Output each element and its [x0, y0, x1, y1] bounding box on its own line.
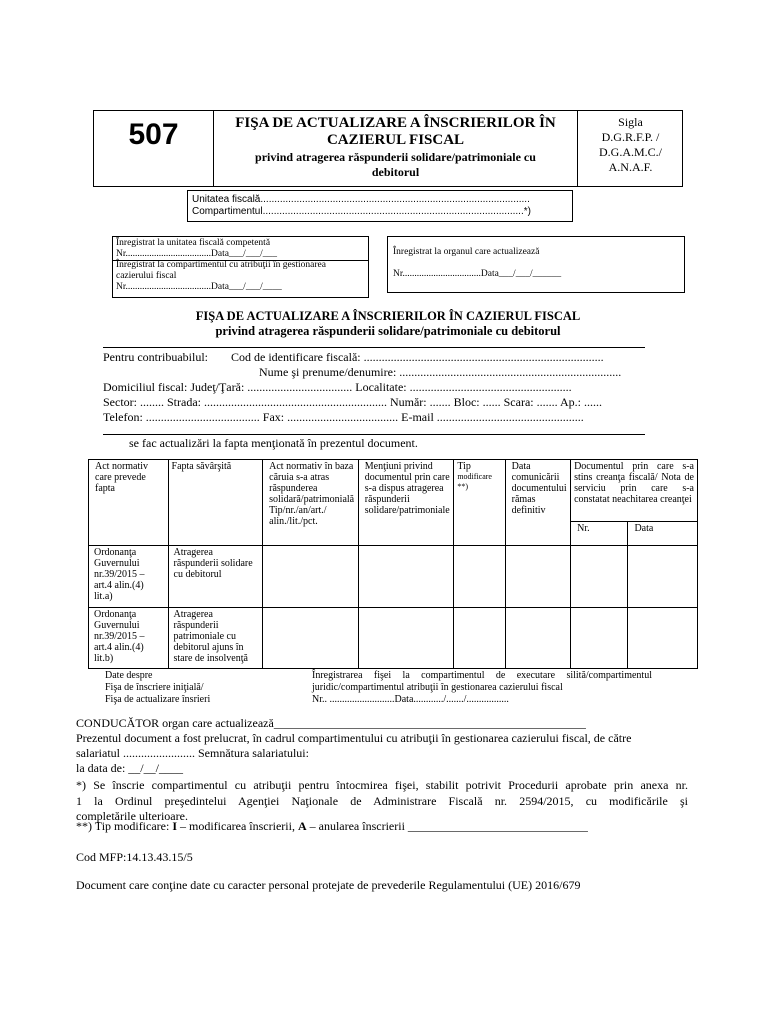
- dates-right-line2: juridic/compartimentul atribuţii în gestionarea cazierului fiscal: [312, 682, 563, 693]
- header-title-line2: CAZIERUL FISCAL: [326, 132, 465, 148]
- header-subtitle-line2: debitorul: [371, 165, 420, 179]
- modification-i: I: [172, 819, 177, 833]
- note-line2: 1 la Ordinul preşedintelui Agenţiei Naţionale de Administrare Fiscală nr. 2594/2015, cu modificările şi: [76, 793, 688, 808]
- header-subtitle-line1: privind atragerea răspunderii solidare/patrimoniale cu: [255, 150, 536, 164]
- logo-line2: D.G.R.F.P. /: [601, 130, 660, 144]
- logo-line4: A.N.A.F.: [608, 160, 653, 174]
- updates-table: [88, 459, 698, 669]
- gdpr-notice: Document care conţine date cu caracter personal protejate de prevederile Regulamentului (UE) 2016/679: [76, 878, 581, 892]
- row1-cell5: [454, 546, 505, 608]
- header-document-stins: Documentul prin care s-a stins creanţa fiscală/ Nota de serviciu prin care s-a constatat neachitarea creanţei: [571, 460, 698, 522]
- main-title-line1: FIŞA DE ACTUALIZARE A ÎNSCRIERILOR ÎN CAZIERUL FISCAL: [195, 309, 581, 323]
- reg-left-line3: Înregistrat la compartimentul cu atribuţii în gestionarea: [116, 260, 326, 270]
- header-tip: Tip: [457, 461, 471, 472]
- header-data-comunicarii: Data comunicării documentului rămas definitiv: [505, 460, 570, 546]
- contrib-name: Nume şi prenume/denumire: ..........................................................................: [259, 365, 622, 379]
- dates-left: [105, 670, 210, 706]
- note-line1: *) Se înscrie compartimentul cu atribuţii pentru întocmirea fişei, stabilit potrivit Procedurii aprobate prin anexa nr.: [76, 778, 688, 792]
- logo-line3: D.G.A.M.C./: [598, 145, 662, 159]
- contrib-underline: [103, 434, 645, 435]
- table-header-row: [89, 460, 698, 522]
- conducator-line: CONDUCĂTOR organ care actualizează____________________________________________________: [76, 716, 586, 730]
- modification-a: A: [297, 819, 307, 833]
- header-modificare: modificare **): [457, 472, 492, 491]
- form-number: 507: [128, 118, 179, 151]
- main-title: [93, 309, 683, 339]
- reg-left-divider: [112, 260, 369, 261]
- table-row: [89, 608, 698, 669]
- reg-left-line5: Nr....................................Data___/___/____: [116, 282, 282, 292]
- department-line: Compartimentul..............................................................................................*): [192, 206, 531, 217]
- modification-type: [76, 819, 588, 834]
- note-line3: completările ulterioare.: [76, 809, 188, 823]
- logo-line1: Sigla: [618, 115, 643, 129]
- header-act-baza: Act normativ în baza căruia s-a atras răspunderea solidară/patrimonială Tip/nr./an/art./ alin./lit./pct.: [263, 460, 359, 546]
- row1-cell4: [358, 546, 454, 608]
- header-nr: Nr.: [571, 522, 628, 546]
- row2-cell7: [571, 608, 628, 669]
- fiscal-unit-line: Unitatea fiscală.................................................................................................: [192, 194, 530, 205]
- contrib-label: Pentru contribuabilul:: [103, 350, 208, 364]
- processing-line3: la data de: __/__/____: [76, 761, 183, 775]
- dates-right-line1: Înregistrarea fişei la compartimentul de executare silită/compartimentul: [312, 670, 652, 681]
- fiscal-unit-box: [187, 190, 573, 222]
- row1-cell3: [263, 546, 359, 608]
- row2-cell3: [263, 608, 359, 669]
- contrib-contact: Telefon: ...................................... Fax: ..................................... E-mail .................................................: [103, 410, 584, 424]
- row1-cell8: [628, 546, 698, 608]
- row1-fapta: Atragerea răspunderii solidare cu debitorul: [168, 546, 263, 608]
- processing-paragraph: [76, 731, 688, 776]
- row2-cell4: [358, 608, 454, 669]
- dates-left-line1: Date despre: [105, 670, 153, 681]
- processing-line1: Prezentul document a fost prelucrat, în cadrul compartimentului cu atribuţii în gestionarea cazierului fiscal, de către: [76, 731, 632, 745]
- reg-left-line4: cazierului fiscal: [116, 271, 177, 281]
- dates-left-line2: Fişa de înscriere iniţială/: [105, 682, 204, 693]
- row2-fapta: Atragerea răspunderii patrimoniale cu debitorul ajuns în stare de insolvenţă: [168, 608, 263, 669]
- contrib-cif: Cod de identificare fiscală: ................................................................................: [231, 350, 604, 364]
- header-subtitle: [214, 150, 577, 180]
- row2-cell6: [505, 608, 570, 669]
- contrib-street: Sector: ........ Strada: ............................................................. Număr: ....... Bloc: ...... Scara: ....... Ap.: ......: [103, 395, 602, 409]
- table-row: [89, 546, 698, 608]
- row2-cell5: [454, 608, 505, 669]
- contrib-note: se fac actualizări la fapta menţionată în prezentul document.: [129, 436, 418, 450]
- contrib-address: Domiciliul fiscal: Judeţ/Ţară: ................................... Localitate: ......................................................: [103, 380, 572, 394]
- modification-a-desc: – anularea înscrierii ______________________________: [306, 819, 588, 833]
- dates-right-line3: Nr.. ..........................Data............/......./.................: [312, 694, 509, 705]
- processing-line2: salariatul ........................ Semnătura salariatului:: [76, 746, 309, 760]
- header-mentiuni: Menţiuni privind documentul prin care s-a dispus atragerea răspunderii solidare/patrimoniale: [358, 460, 454, 546]
- reg-right-line2: Nr.................................Data___/___/______: [393, 269, 562, 279]
- row1-cell6: [505, 546, 570, 608]
- row2-act: Ordonanţa Guvernului nr.39/2015 – art.4 alin.(4) lit.b): [89, 608, 169, 669]
- header-title-line1: FIŞA DE ACTUALIZARE A ÎNSCRIERILOR ÎN: [235, 115, 556, 131]
- dates-left-line3: Fişa de actualizare însrieri: [105, 694, 211, 705]
- reg-left-line2: Nr....................................Data___/___/___: [116, 249, 277, 259]
- header-act-normativ: Act normativ care prevede fapta: [89, 460, 169, 546]
- registration-left-box: [112, 236, 369, 298]
- header-data: Data: [628, 522, 698, 546]
- modification-i-desc: – modificarea înscrierii,: [177, 819, 298, 833]
- main-title-line2: privind atragerea răspunderii solidare/patrimoniale cu debitorul: [215, 324, 561, 338]
- header-fapta: Fapta săvârşită: [168, 460, 263, 546]
- reg-right-line1: Înregistrat la organul care actualizează: [393, 247, 540, 257]
- reg-left-line1: Înregistrat la unitatea fiscală competentă: [116, 238, 271, 248]
- header-tip-modificare: [454, 460, 505, 546]
- row1-act: Ordonanţa Guvernului nr.39/2015 – art.4 alin.(4) lit.a): [89, 546, 169, 608]
- cod-mfp: Cod MFP:14.13.43.15/5: [76, 850, 193, 864]
- modification-label: **) Tip modificare:: [76, 819, 173, 833]
- note-compartment: [76, 778, 688, 825]
- registration-right-box: [387, 236, 685, 293]
- header-title: [214, 115, 577, 149]
- row2-cell8: [628, 608, 698, 669]
- logo-placeholder: [578, 115, 683, 175]
- title-underline: [103, 347, 645, 348]
- row1-cell7: [571, 546, 628, 608]
- dates-right: [312, 670, 652, 706]
